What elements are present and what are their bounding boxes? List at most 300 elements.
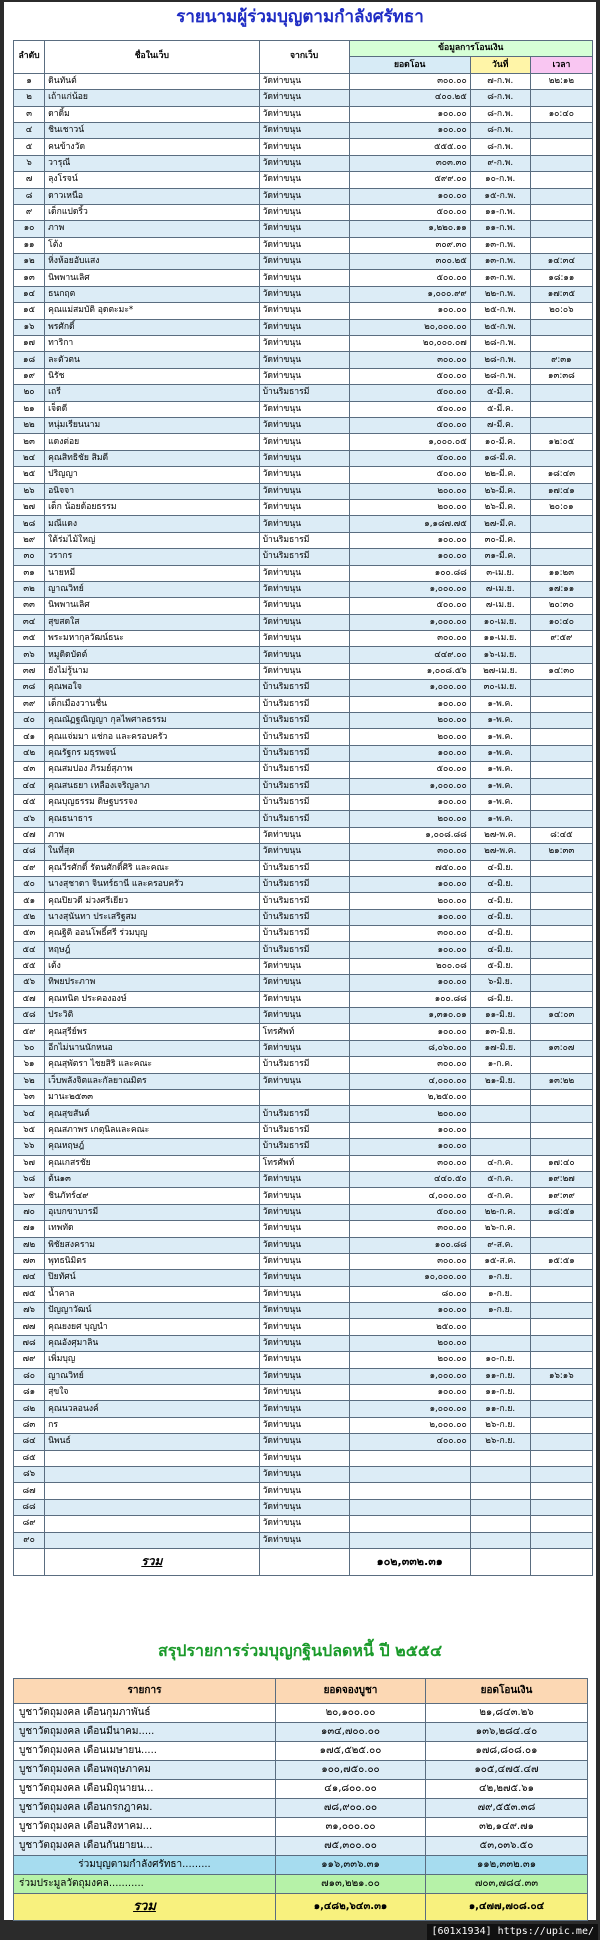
row-no: ๗๐ — [14, 1204, 45, 1220]
row-date: ๔-มิ.ย. — [470, 860, 530, 876]
row-time: ๑๓:๒๒ — [530, 1073, 592, 1089]
row-amount: ๓๐๐.๐๐ — [349, 631, 470, 647]
row-source: วัดท่าขนุน — [259, 598, 349, 614]
row-time: ๑๗:๑๑ — [530, 581, 592, 597]
row-no: ๓๗ — [14, 663, 45, 679]
row-date: ๒๕-ก.พ. — [470, 303, 530, 319]
row-time: ๒๒:๑๒ — [530, 73, 592, 89]
row-name: คุณอังศุมาลิน — [45, 1335, 259, 1351]
row-date: ๗-มี.ค. — [470, 417, 530, 433]
row-amount: ๑,๐๐๘.๕๖ — [349, 663, 470, 679]
row-date: ๒๖-มี.ค. — [470, 499, 530, 515]
row-no: ๗ — [14, 172, 45, 188]
row-date: ๔-มิ.ย. — [470, 942, 530, 958]
row-date: ๒๗-พ.ค. — [470, 827, 530, 843]
donor-table-body — [14, 73, 593, 1548]
row-source: บ้านริมธารมี — [259, 385, 349, 401]
table-row — [14, 876, 593, 892]
summary-item: บูชาวัตถุมงคล เดือนกุมภาพันธ์ — [14, 1704, 276, 1723]
row-time — [530, 122, 592, 138]
table-row — [14, 385, 593, 401]
row-source: วัดท่าขนุน — [259, 1008, 349, 1024]
row-source: วัดท่าขนุน — [259, 827, 349, 843]
row-date — [470, 1139, 530, 1155]
row-amount: ๑๐๐.๐๐ — [349, 122, 470, 138]
row-amount: ๑๐๐.๐๐ — [349, 696, 470, 712]
row-date — [470, 1319, 530, 1335]
summary-total-label: รวม — [14, 1894, 276, 1921]
row-date: ๑-พ.ค. — [470, 745, 530, 761]
row-amount: ๑๐,๐๐๐.๐๐ — [349, 1270, 470, 1286]
row-no: ๓๑ — [14, 565, 45, 581]
row-source: บ้านริมธารมี — [259, 1106, 349, 1122]
row-source: วัดท่าขนุน — [259, 631, 349, 647]
row-no: ๑๓ — [14, 270, 45, 286]
row-source: โทรศัพท์ — [259, 1024, 349, 1040]
row-name: ลุงโรจน์ — [45, 172, 259, 188]
summary-item: บูชาวัตถุมงคล เดือนกันยายน... — [14, 1837, 276, 1856]
summary-item: บูชาวัตถุมงคล เดือนกรกฎาคม. — [14, 1799, 276, 1818]
row-name: คุณธนาธาร — [45, 811, 259, 827]
row-no: ๖๕ — [14, 1122, 45, 1138]
row-time — [530, 516, 592, 532]
row-time — [530, 139, 592, 155]
row-name: คุณสิทธิชัย สิมดี — [45, 450, 259, 466]
row-source: วัดท่าขนุน — [259, 303, 349, 319]
row-name: หิ่งห้อยอับแสง — [45, 254, 259, 270]
summary-total-row — [14, 1894, 588, 1921]
row-date: ๑-ก.ย. — [470, 1286, 530, 1302]
summary-header-item: รายการ — [14, 1679, 276, 1704]
summary-pledge: ๑๓๔,๗๐๐.๐๐ — [276, 1723, 426, 1742]
row-time — [530, 172, 592, 188]
row-date: ๒๘-ก.พ. — [470, 336, 530, 352]
row-name: มณีแดง — [45, 516, 259, 532]
table-row — [14, 1303, 593, 1319]
summary-auction-transfer: ๗๐๓,๗๘๔.๓๓ — [426, 1875, 588, 1894]
row-time — [530, 336, 592, 352]
row-amount: ๑๐๐.๘๘ — [349, 565, 470, 581]
row-no: ๘ — [14, 188, 45, 204]
row-name: กร — [45, 1417, 259, 1433]
table-row — [14, 499, 593, 515]
table-row — [14, 565, 593, 581]
row-no: ๗๗ — [14, 1319, 45, 1335]
row-name: คุณปิยวดี ม่วงศรีเยียว — [45, 893, 259, 909]
row-time — [530, 745, 592, 761]
table-row — [14, 1057, 593, 1073]
row-time — [530, 647, 592, 663]
row-no: ๕๙ — [14, 1024, 45, 1040]
row-name: นิพพานเลิศ — [45, 270, 259, 286]
row-date — [470, 1532, 530, 1548]
row-date: ๑๑-ก.พ. — [470, 221, 530, 237]
row-time — [530, 532, 592, 548]
row-time — [530, 1286, 592, 1302]
row-no: ๓๓ — [14, 598, 45, 614]
summary-faith-row — [14, 1856, 588, 1875]
row-no: ๓๕ — [14, 631, 45, 647]
row-date: ๑-ก.ย. — [470, 1303, 530, 1319]
row-no: ๒ — [14, 90, 45, 106]
row-source: วัดท่าขนุน — [259, 336, 349, 352]
row-amount: ๑๐๐.๐๐ — [349, 942, 470, 958]
row-name: คุณสนธยา เหลืองเจริญลาภ — [45, 778, 259, 794]
row-date: ๑๖-เม.ย. — [470, 647, 530, 663]
row-name: ภาพ — [45, 827, 259, 843]
table-row — [14, 762, 593, 778]
row-amount: ๑๐๐.๐๐ — [349, 794, 470, 810]
row-source: วัดท่าขนุน — [259, 188, 349, 204]
row-amount: ๓๐๐.๐๐ — [349, 1155, 470, 1171]
row-source: วัดท่าขนุน — [259, 1270, 349, 1286]
row-amount: ๓๐๙.๓๐ — [349, 237, 470, 253]
table-row — [14, 450, 593, 466]
row-amount: ๑,๐๐๘.๘๘ — [349, 827, 470, 843]
row-no: ๑๑ — [14, 237, 45, 253]
row-name: คุณยงยศ บุญนำ — [45, 1319, 259, 1335]
row-time — [530, 204, 592, 220]
row-source: วัดท่าขนุน — [259, 1401, 349, 1417]
row-time — [530, 778, 592, 794]
row-no: ๓๐ — [14, 549, 45, 565]
row-name: คุณสภาพร เกตุนิลและคณะ — [45, 1122, 259, 1138]
table-row — [14, 254, 593, 270]
table-row — [14, 942, 593, 958]
row-name: เจ็ดดี — [45, 401, 259, 417]
table-row — [14, 1122, 593, 1138]
row-name — [45, 1483, 259, 1499]
row-source: วัดท่าขนุน — [259, 1171, 349, 1187]
row-no: ๘๐ — [14, 1368, 45, 1384]
row-name: ในที่สุด — [45, 844, 259, 860]
row-time — [530, 680, 592, 696]
row-amount: ๑,๐๐๐.๐๐ — [349, 1401, 470, 1417]
row-time — [530, 1434, 592, 1450]
row-name: ปริญญา — [45, 467, 259, 483]
table-row — [14, 483, 593, 499]
row-no: ๔๘ — [14, 844, 45, 860]
row-no: ๑๙ — [14, 368, 45, 384]
row-amount: ๓๐๐.๐๐ — [349, 352, 470, 368]
row-date: ๘-ก.พ. — [470, 106, 530, 122]
row-source: บ้านริมธารมี — [259, 1057, 349, 1073]
header-date: วันที่ — [470, 57, 530, 73]
row-date: ๑-พ.ค. — [470, 794, 530, 810]
row-name: น้ำคาล — [45, 1286, 259, 1302]
row-no: ๗๑ — [14, 1221, 45, 1237]
row-time — [530, 1516, 592, 1532]
row-no: ๘๒ — [14, 1401, 45, 1417]
row-source — [259, 1090, 349, 1106]
row-time — [530, 893, 592, 909]
row-time — [530, 1401, 592, 1417]
row-no: ๓ — [14, 106, 45, 122]
row-amount: ๒๐,๐๐๐.๐๐ — [349, 319, 470, 335]
header-no: ลำดับ — [14, 41, 45, 74]
row-no: ๔๑ — [14, 729, 45, 745]
row-amount: ๒,๐๐๐.๐๐ — [349, 1417, 470, 1433]
row-source: วัดท่าขนุน — [259, 1188, 349, 1204]
row-no: ๘๔ — [14, 1434, 45, 1450]
row-date: ๒๕-ก.พ. — [470, 319, 530, 335]
row-amount: ๕๐๐.๐๐ — [349, 417, 470, 433]
row-no: ๒๖ — [14, 483, 45, 499]
row-source: วัดท่าขนุน — [259, 1335, 349, 1351]
row-no: ๖๔ — [14, 1106, 45, 1122]
row-date: ๗-ก.พ. — [470, 73, 530, 89]
summary-auction-row — [14, 1875, 588, 1894]
table-row — [14, 1483, 593, 1499]
table-row — [14, 434, 593, 450]
table-row — [14, 1286, 593, 1302]
row-no: ๒๐ — [14, 385, 45, 401]
row-date: ๑-พ.ค. — [470, 696, 530, 712]
row-name: คุณบุญธรรม ดิษฐบรรจง — [45, 794, 259, 810]
table-row — [14, 106, 593, 122]
row-name: ดินทันต์ — [45, 73, 259, 89]
table-row — [14, 1204, 593, 1220]
table-row — [14, 1368, 593, 1384]
row-amount: ๒๐๐.๐๐ — [349, 729, 470, 745]
summary-pledge: ๑๗๕,๕๒๕.๐๐ — [276, 1742, 426, 1761]
row-date: ๒๘-ก.พ. — [470, 352, 530, 368]
summary-header-pledge: ยอดจองบูชา — [276, 1679, 426, 1704]
row-amount: ๕๙๙.๐๐ — [349, 172, 470, 188]
row-amount: ๕๐๐.๐๐ — [349, 270, 470, 286]
table-row — [14, 1188, 593, 1204]
row-no: ๔๖ — [14, 811, 45, 827]
row-no: ๘๓ — [14, 1417, 45, 1433]
row-date: ๑๑-เม.ย. — [470, 631, 530, 647]
image-host-badge[interactable]: [601x1934] https://upic.me/ — [427, 1924, 598, 1940]
row-name: ละตัวตน — [45, 352, 259, 368]
row-date: ๑-พ.ค. — [470, 713, 530, 729]
row-no: ๖๐ — [14, 1040, 45, 1056]
row-no: ๒๕ — [14, 467, 45, 483]
row-no: ๓๔ — [14, 614, 45, 630]
row-date — [470, 1516, 530, 1532]
row-source: บ้านริมธารมี — [259, 876, 349, 892]
row-time: ๑๐:๔๐ — [530, 614, 592, 630]
row-name: นิพนธ์ — [45, 1434, 259, 1450]
row-time: ๑๙:๒๗ — [530, 1171, 592, 1187]
row-amount: ๑๐๐.๐๐ — [349, 106, 470, 122]
row-time — [530, 90, 592, 106]
row-name: ใต้ร่มไม้ใหญ่ — [45, 532, 259, 548]
row-time — [530, 549, 592, 565]
row-source: วัดท่าขนุน — [259, 1499, 349, 1515]
row-no: ๕๗ — [14, 991, 45, 1007]
summary-row — [14, 1818, 588, 1837]
row-source: วัดท่าขนุน — [259, 1237, 349, 1253]
row-no: ๑๒ — [14, 254, 45, 270]
row-name: คนข้างวัด — [45, 139, 259, 155]
row-amount: ๑๐๐.๐๐ — [349, 1122, 470, 1138]
row-time — [530, 1303, 592, 1319]
row-name: คุณนวลอนงค์ — [45, 1401, 259, 1417]
summary-transfer: ๒๑,๘๔๓.๒๖ — [426, 1704, 588, 1723]
row-source: วัดท่าขนุน — [259, 581, 349, 597]
row-amount: ๓๐๐.๒๕ — [349, 254, 470, 270]
row-date: ๒๖-ก.ย. — [470, 1434, 530, 1450]
row-time — [530, 909, 592, 925]
row-time: ๙:๓๑ — [530, 352, 592, 368]
row-no: ๒๓ — [14, 434, 45, 450]
table-row — [14, 991, 593, 1007]
row-date: ๘-มิ.ย. — [470, 991, 530, 1007]
row-no: ๗๖ — [14, 1303, 45, 1319]
row-date — [470, 1483, 530, 1499]
row-name: เถรี — [45, 385, 259, 401]
row-no: ๕๑ — [14, 893, 45, 909]
table-row — [14, 909, 593, 925]
summary-transfer: ๔๒,๒๗๕.๖๑ — [426, 1780, 588, 1799]
row-time — [530, 385, 592, 401]
row-source: วัดท่าขนุน — [259, 204, 349, 220]
row-name: หนุ่มเรียนนาม — [45, 417, 259, 433]
table-row — [14, 1024, 593, 1040]
row-source: วัดท่าขนุน — [259, 90, 349, 106]
header-time: เวลา — [530, 57, 592, 73]
row-amount: ๓๐๐.๐๐ — [349, 1253, 470, 1269]
summary-row — [14, 1780, 588, 1799]
row-date: ๗-เม.ย. — [470, 598, 530, 614]
table-row — [14, 1139, 593, 1155]
row-source: วัดท่าขนุน — [259, 1352, 349, 1368]
row-date: ๒๖-มี.ค. — [470, 483, 530, 499]
row-time: ๑๐:๔๐ — [530, 106, 592, 122]
table-row — [14, 647, 593, 663]
row-time — [530, 450, 592, 466]
row-amount: ๒๐๐.๐๐ — [349, 811, 470, 827]
row-amount: ๑๐๐.๐๐ — [349, 1385, 470, 1401]
row-no: ๑ — [14, 73, 45, 89]
table-row — [14, 1171, 593, 1187]
row-time — [530, 1335, 592, 1351]
row-amount: ๒,๒๕๐.๐๐ — [349, 1090, 470, 1106]
row-time: ๑๓:๓๘ — [530, 368, 592, 384]
row-time — [530, 729, 592, 745]
row-name: คุณสมปอง ภิรมย์สุภาพ — [45, 762, 259, 778]
row-source: บ้านริมธารมี — [259, 762, 349, 778]
row-amount: ๑,๐๐๐.๐๕ — [349, 434, 470, 450]
row-name: ดาวเหนือ — [45, 188, 259, 204]
table-row — [14, 467, 593, 483]
row-name: เว็บพลังจิตและกัลยาณมิตร — [45, 1073, 259, 1089]
row-amount: ๕๐๐.๐๐ — [349, 467, 470, 483]
row-no: ๔๓ — [14, 762, 45, 778]
row-date: ๒๘-ก.พ. — [470, 368, 530, 384]
row-date: ๑๐-เม.ย. — [470, 614, 530, 630]
row-name: คุณณัฏฐณิญญา กุลไพศาลธรรม — [45, 713, 259, 729]
row-time — [530, 155, 592, 171]
row-no: ๕๕ — [14, 958, 45, 974]
row-no: ๗๔ — [14, 1270, 45, 1286]
row-name: เด็กแปดริ้ว — [45, 204, 259, 220]
table-row — [14, 1417, 593, 1433]
table-row — [14, 631, 593, 647]
row-source: วัดท่าขนุน — [259, 647, 349, 663]
row-source: วัดท่าขนุน — [259, 1221, 349, 1237]
table-row — [14, 1516, 593, 1532]
row-name — [45, 1450, 259, 1466]
row-date: ๑๕-ส.ค. — [470, 1253, 530, 1269]
header-amount: ยอดโอน — [349, 57, 470, 73]
row-name: ยังไม่รู้นาม — [45, 663, 259, 679]
row-name: อุเบกขาบารมี — [45, 1204, 259, 1220]
row-no: ๑๐ — [14, 221, 45, 237]
row-time — [530, 1450, 592, 1466]
row-time: ๑๘:๔๓ — [530, 467, 592, 483]
row-time — [530, 188, 592, 204]
row-name: เด็ก น้อยด้อยธรรม — [45, 499, 259, 515]
row-source: วัดท่าขนุน — [259, 516, 349, 532]
row-date: ๑๓-ก.พ. — [470, 237, 530, 253]
row-name: แดงต่อย — [45, 434, 259, 450]
row-amount: ๔,๐๐๐.๐๐ — [349, 1188, 470, 1204]
row-amount: ๔๐๐.๒๕ — [349, 90, 470, 106]
table-row — [14, 696, 593, 712]
table-row — [14, 844, 593, 860]
row-time — [530, 417, 592, 433]
row-name: นิพพานเลิศ — [45, 598, 259, 614]
row-amount: ๑๐๐.๐๐ — [349, 745, 470, 761]
table-row — [14, 745, 593, 761]
row-time: ๑๙:๓๙ — [530, 1188, 592, 1204]
row-name: ญาณวิทย์ — [45, 1368, 259, 1384]
row-source: วัดท่าขนุน — [259, 991, 349, 1007]
row-amount — [349, 1450, 470, 1466]
row-source: วัดท่าขนุน — [259, 368, 349, 384]
row-no: ๑๔ — [14, 286, 45, 302]
row-time — [530, 1385, 592, 1401]
row-name: ทิพยประภาพ — [45, 975, 259, 991]
row-source: วัดท่าขนุน — [259, 270, 349, 286]
row-name: นางสุนันทา ประเสริฐสม — [45, 909, 259, 925]
row-time — [530, 794, 592, 810]
table-row — [14, 729, 593, 745]
row-date: ๑๑-มิ.ย. — [470, 1008, 530, 1024]
table-row — [14, 270, 593, 286]
table-row — [14, 221, 593, 237]
row-name: ประวิติ — [45, 1008, 259, 1024]
row-source: บ้านริมธารมี — [259, 713, 349, 729]
row-amount: ๑๐๐.๐๐ — [349, 1024, 470, 1040]
row-time: ๑๗:๔๑ — [530, 483, 592, 499]
summary-row — [14, 1704, 588, 1723]
row-source: บ้านริมธารมี — [259, 926, 349, 942]
table-row — [14, 827, 593, 843]
row-date: ๕-มี.ค. — [470, 385, 530, 401]
row-source: บ้านริมธารมี — [259, 893, 349, 909]
row-amount: ๕๐๐.๐๐ — [349, 385, 470, 401]
row-time: ๑๔:๐๓ — [530, 1008, 592, 1024]
row-name: คุณรัฐกร มธุรพจน์ — [45, 745, 259, 761]
table-row — [14, 1106, 593, 1122]
row-source: วัดท่าขนุน — [259, 1434, 349, 1450]
row-name: อนิจจา — [45, 483, 259, 499]
row-time — [530, 1122, 592, 1138]
row-source: วัดท่าขนุน — [259, 1466, 349, 1482]
row-date: ๘-ก.พ. — [470, 122, 530, 138]
table-row — [14, 614, 593, 630]
row-time — [530, 975, 592, 991]
table-row — [14, 1155, 593, 1171]
row-no: ๕๖ — [14, 975, 45, 991]
row-amount: ๑๐๐.๐๐ — [349, 188, 470, 204]
row-date — [470, 1450, 530, 1466]
